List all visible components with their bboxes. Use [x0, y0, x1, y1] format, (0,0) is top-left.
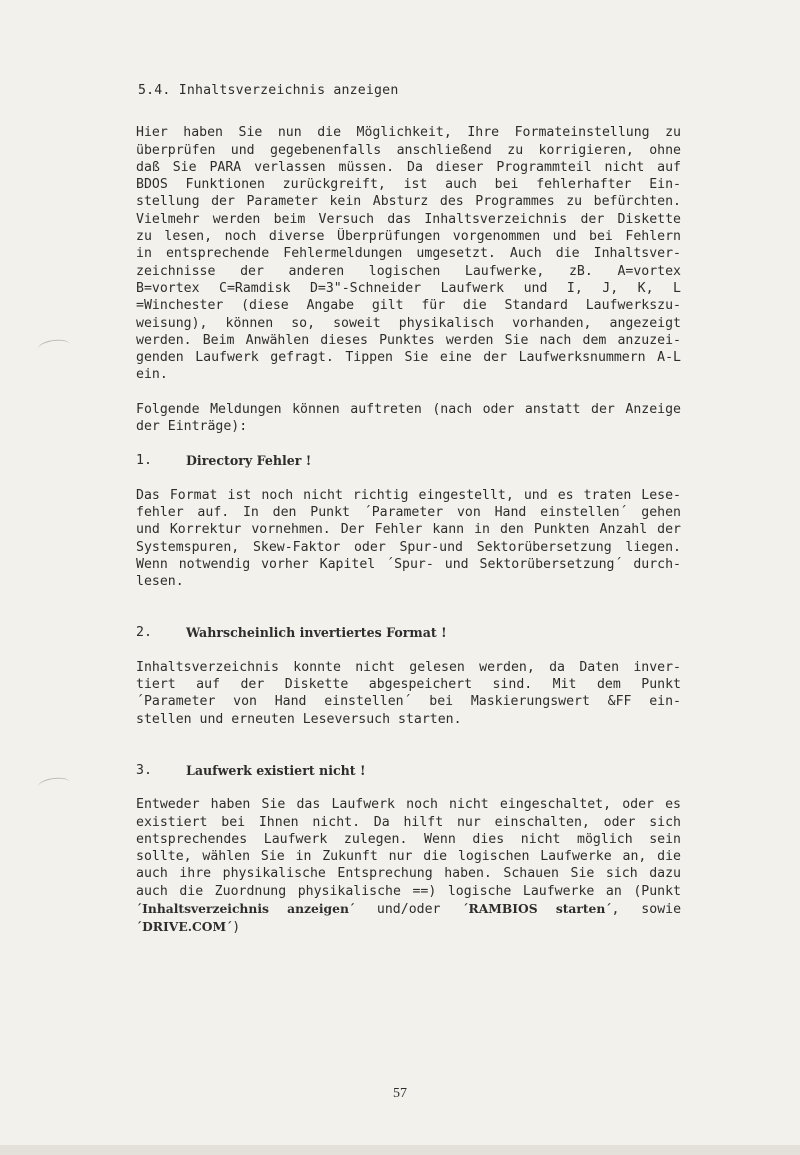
item-1-title: Directory Fehler !: [186, 453, 312, 469]
text-line: =Winchester (diese Angabe gilt für die Standard Laufwerkszu-: [136, 298, 681, 314]
item-2-heading: [136, 624, 681, 641]
text-line: Vielmehr werden beim Versuch das Inhaltsverzeichnis der Diskette: [136, 211, 681, 227]
page-content: [136, 82, 681, 937]
ref-inhaltsverzeichnis: ´Inhaltsverzeichnis anzeigen´: [136, 900, 356, 916]
text-line: zeichnisse der anderen logischen Laufwerke, zB. A=vortex: [136, 263, 681, 279]
item-1-text: [136, 487, 681, 591]
item-3-text: [136, 796, 681, 900]
text-line: Das Format ist noch nicht richtig eingestellt, und es traten Lese-: [136, 487, 681, 503]
item-3-heading: [136, 762, 681, 779]
punch-hole-mark: [37, 338, 70, 355]
item-2-number: 2.: [136, 625, 152, 641]
text-line: auch ihre physikalische Entsprechung haben. Schauen Sie sich dazu: [136, 866, 681, 882]
text-line: auch die Zuordnung physikalische ==) logische Laufwerke an (Punkt: [136, 883, 681, 899]
item-2-text: [136, 659, 681, 728]
item-2-title: Wahrscheinlich invertiertes Format !: [186, 625, 447, 641]
text-line: daß Sie PARA verlassen müssen. Da dieser Programmteil nicht auf: [136, 159, 681, 175]
text-line: der Einträge):: [136, 419, 248, 435]
text-line: lesen.: [136, 574, 184, 590]
text-line: Entweder haben Sie das Laufwerk noch nicht eingeschaltet, oder es: [136, 797, 681, 813]
text-line: tiert auf der Diskette abgespeichert sind. Mit dem Punkt: [136, 677, 681, 693]
text-line: zu lesen, noch diverse Überprüfungen vorgenommen und bei Fehlern: [136, 229, 681, 245]
text-line: werden. Beim Anwählen dieses Punktes werden Sie nach dem anzuzei-: [136, 332, 681, 348]
text-line: ´Parameter von Hand einstellen´ bei Maskierungswert &FF ein-: [136, 694, 681, 710]
text-line: Inhaltsverzeichnis konnte nicht gelesen werden, da Daten inver-: [136, 659, 681, 675]
text-line: und Korrektur vornehmen. Der Fehler kann in den Punkten Anzahl der: [136, 522, 681, 538]
punch-hole-mark: [37, 776, 70, 793]
text-line: weisung), können so, soweit physikalisch vorhanden, angezeigt: [136, 315, 681, 331]
text-line: Wenn notwendig vorher Kapitel ´Spur- und Sektorübersetzung´ durch-: [136, 556, 681, 572]
text-line: sollte, wählen Sie in Zukunft nur die logischen Laufwerke an, die: [136, 849, 681, 865]
text-line: fehler auf. In den Punkt ´Parameter von Hand einstellen´ gehen: [136, 504, 681, 520]
item-3-number: 3.: [136, 762, 152, 778]
item-1-number: 1.: [136, 453, 152, 469]
text-line: stellung der Parameter kein Absturz des Programmes zu befürchten.: [136, 194, 681, 210]
text-line: genden Laufwerk gefragt. Tippen Sie eine der Laufwerksnummern A-L: [136, 350, 681, 366]
item-3-line-7: ´Inhaltsverzeichnis anzeigen´ und/oder ´RAMBIOS starten´, sowie: [136, 900, 681, 917]
text-line: existiert bei Ihnen nicht. Da hilft nur einschalten, oder sich: [136, 814, 681, 830]
page-bottom-edge: [0, 1145, 800, 1155]
text-line: stellen und erneuten Leseversuch starten.: [136, 711, 462, 727]
item-3-line-8: ´DRIVE.COM´): [136, 919, 241, 936]
text-line: ein.: [136, 367, 168, 383]
section-title: 5.4. Inhaltsverzeichnis anzeigen: [138, 83, 399, 98]
ref-rambios: ´RAMBIOS starten´: [462, 900, 612, 916]
text-line: Folgende Meldungen können auftreten (nach oder anstatt der Anzeige: [136, 401, 681, 417]
ref-drive-com: ´DRIVE.COM´: [136, 919, 233, 935]
text-line: entsprechendes Laufwerk zulegen. Wenn dies nicht möglich sein: [136, 831, 681, 847]
text-line: B=vortex C=Ramdisk D=3"-Schneider Laufwerk und I, J, K, L: [136, 280, 681, 296]
page-number: 57: [393, 1086, 407, 1101]
text-line: in entsprechende Fehlermeldungen umgesetzt. Auch die Inhaltsver-: [136, 246, 681, 262]
text-line: überprüfen und gegebenenfalls anschließend zu korrigieren, ohne: [136, 142, 681, 158]
item-1-heading: [136, 452, 681, 469]
messages-intro-paragraph: [136, 401, 681, 436]
text-line: BDOS Funktionen zurückgreift, ist auch bei fehlerhafter Ein-: [136, 177, 681, 193]
intro-paragraph: [136, 124, 681, 383]
text-line: Hier haben Sie nun die Möglichkeit, Ihre Formateinstellung zu: [136, 125, 681, 141]
text-line: Systemspuren, Skew-Faktor oder Spur-und Sektorübersetzung liegen.: [136, 539, 681, 555]
item-3-title: Laufwerk existiert nicht !: [186, 762, 366, 778]
